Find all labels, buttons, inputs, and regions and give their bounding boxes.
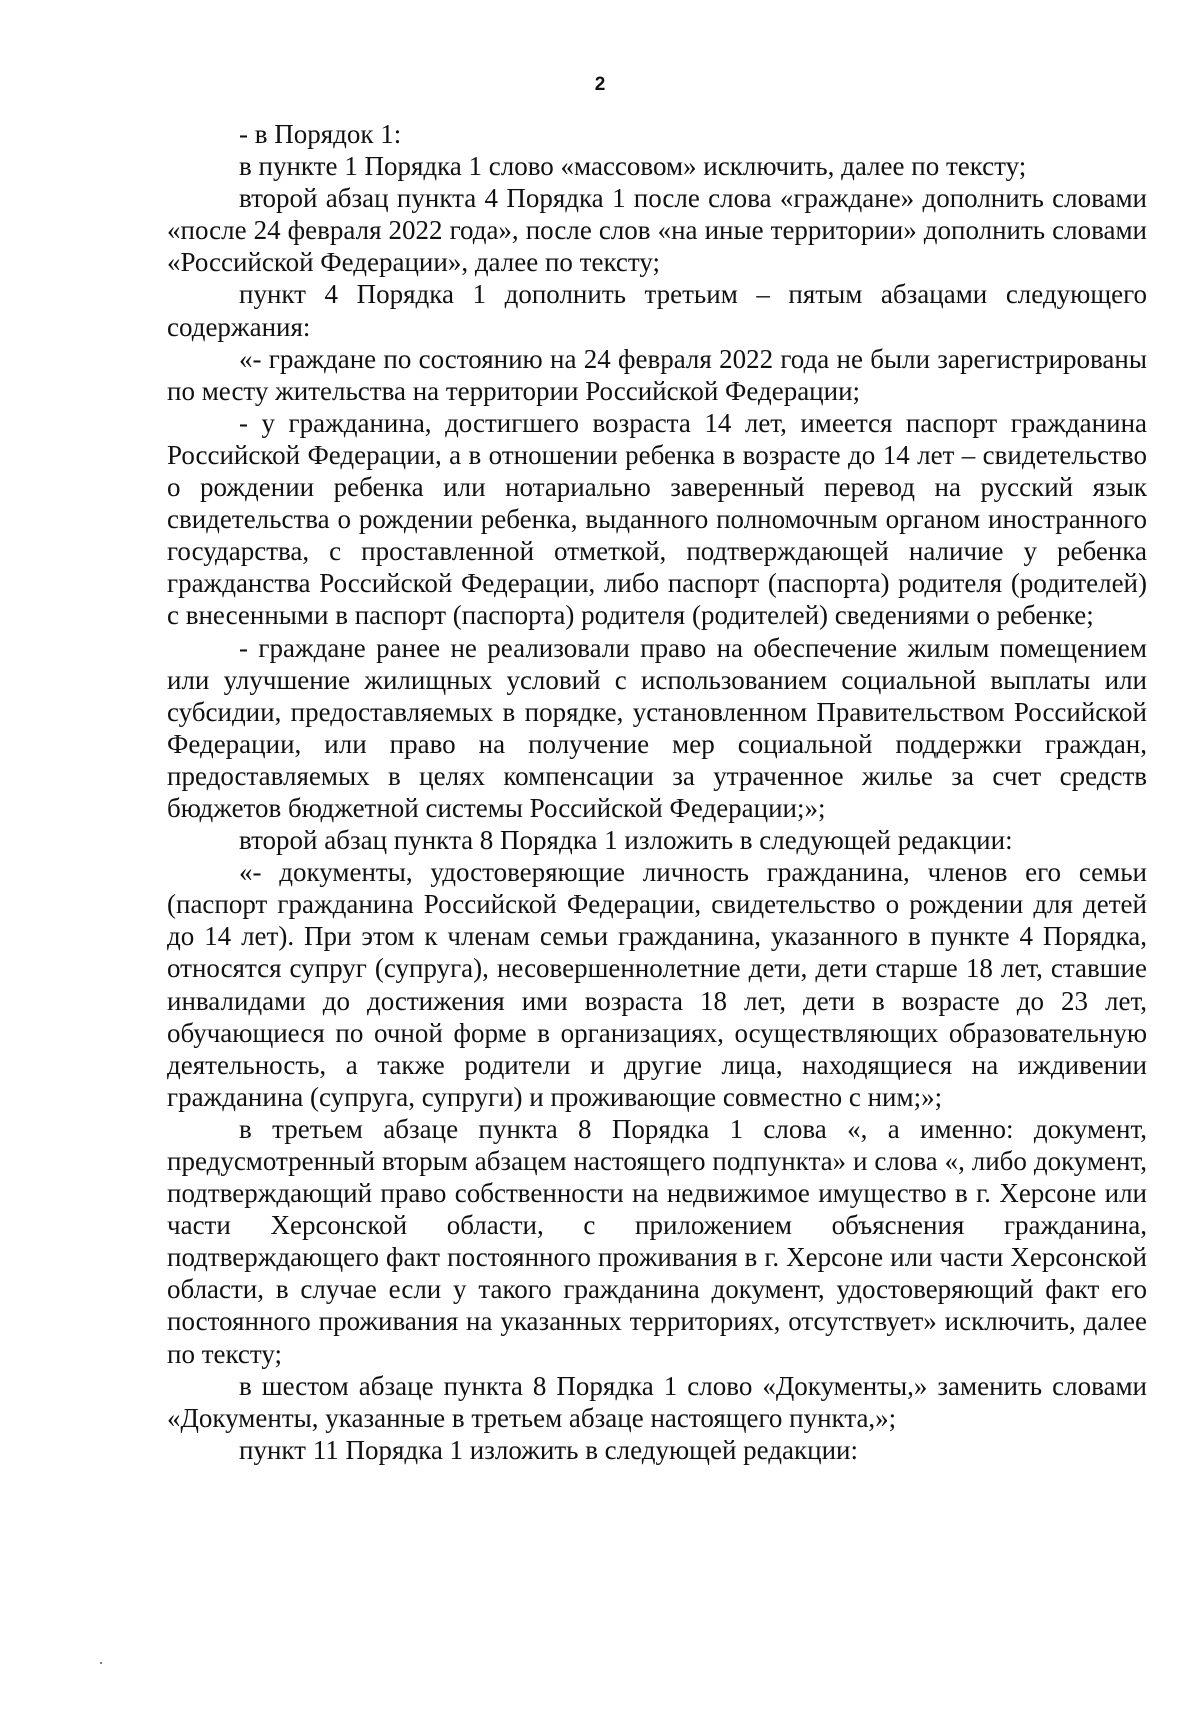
document-body xyxy=(167,118,1147,1466)
paragraph: в пункте 1 Порядка 1 слово «массовом» исключить, далее по тексту; xyxy=(239,151,1027,182)
page-number: 2 xyxy=(594,74,606,95)
paragraph: - граждане ранее не реализовали право на обеспечение жилым помещением или улучшение жилищных условий с использованием социальной выплаты или субсидии, предоставляемых в порядке, установленном Правительством Российской Федерации, или право на получение мер социальной поддержки граждан, предоставляемых в целях компенсации за утраченное жилье за счет средств бюджетов бюджетной системы Российской Федерации;»; xyxy=(167,632,1147,823)
paragraph: «- граждане по состоянию на 24 февраля 2022 года не были зарегистрированы по месту жительства на территории Российской Федерации; xyxy=(167,343,1147,406)
paragraph: второй абзац пункта 8 Порядка 1 изложить в следующей редакции: xyxy=(239,825,1013,856)
paragraph: в третьем абзаце пункта 8 Порядка 1 слова «, а именно: документ, предусмотренный вторым абзацем настоящего подпункта» и слова «, либо документ, подтверждающий право собственности на недвижимое имущество в г. Херсоне или части Херсонской области, с приложением объяснения гражданина, подтверждающего факт постоянного проживания в г. Херсоне или части Херсонской области, в случае если у такого гражданина документ, удостоверяющий факт его постоянного проживания на указанных территориях, отсутствует» исключить, далее по тексту; xyxy=(167,1113,1147,1369)
paragraph: - в Порядок 1: xyxy=(239,119,402,149)
paragraph: - у гражданина, достигшего возраста 14 лет, имеется паспорт гражданина Российской Федерации, а в отношении ребенка в возрасте до 14 лет – свидетельство о рождении ребенка или нотариально заверенный перевод на русский язык свидетельства о рождении ребенка, выданного полномочным органом иностранного государства, с проставленной отметкой, подтверждающей наличие у ребенка гражданства Российской Федерации, либо паспорт (паспорта) родителя (родителей) с внесенными в паспорт (паспорта) родителя (родителей) сведениями о ребенке; xyxy=(167,407,1147,631)
scan-speck xyxy=(100,1662,102,1664)
paragraph: пункт 11 Порядка 1 изложить в следующей редакции: xyxy=(239,1434,858,1465)
paragraph: «- документы, удостоверяющие личность гражданина, членов его семьи (паспорт гражданина Российской Федерации, свидетельство о рождении для детей до 14 лет). При этом к членам семьи гражданина, указанного в пункте 4 Порядка, относятся супруг (супруга), несовершеннолетние дети, дети старше 18 лет, ставшие инвалидами до достижения ими возраста 18 лет, дети в возрасте до 23 лет, обучающиеся по очной форме в организациях, осуществляющих образовательную деятельность, а также родители и другие лица, находящиеся на иждивении гражданина (супруга, супруги) и проживающие совместно с ним;»; xyxy=(167,857,1147,1112)
paragraph: в шестом абзаце пункта 8 Порядка 1 слово «Документы,» заменить словами «Документы, указанные в третьем абзаце настоящего пункта,»; xyxy=(167,1370,1147,1433)
paragraph: второй абзац пункта 4 Порядка 1 после слова «граждане» дополнить словами «после 24 февраля 2022 года», после слов «на иные территории» дополнить словами «Российской Федерации», далее по тексту; xyxy=(167,183,1147,278)
paragraph: пункт 4 Порядка 1 дополнить третьим – пятым абзацами следующего содержания: xyxy=(167,279,1147,342)
